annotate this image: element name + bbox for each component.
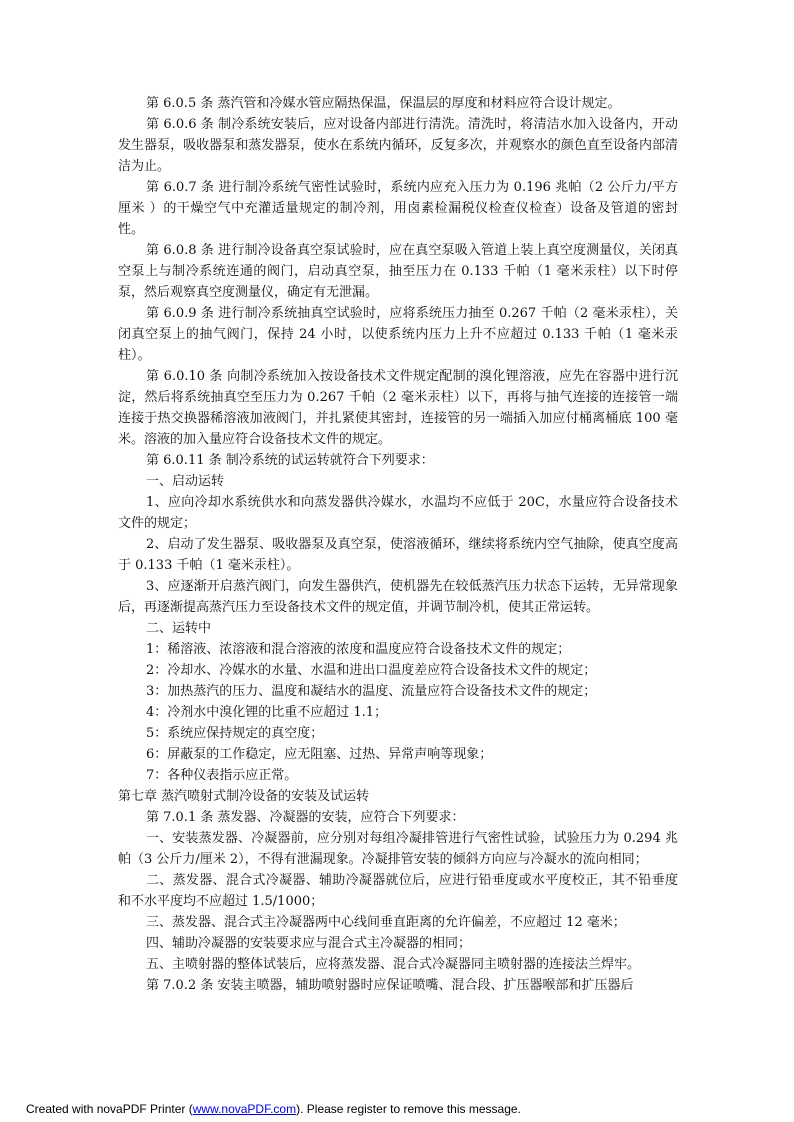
list-item: 4：冷剂水中溴化锂的比重不应超过 1.1； (146, 705, 388, 720)
novapdf-link[interactable]: www.novaPDF.com (192, 1102, 297, 1116)
list-item: 2：冷却水、冷媒水的水量、水温和进出口温度差应符合设备技术文件的规定； (146, 663, 597, 678)
document-body (118, 93, 678, 996)
list-item: 3、应逐渐开启蒸汽阀门，向发生器供汽，使机器先在较低蒸汽压力状态下运转，无异常现象后，再逐渐提高蒸汽压力至设备技术文件的规定值，并调节制冷机，使其正常运转。 (118, 579, 678, 615)
list-item: 1、应向冷却水系统供水和向蒸发器供冷媒水，水温均不应低于 20C，水量应符合设备技术文件的规定； (118, 495, 678, 531)
clause-7-0-1: 第 7.0.1 条 蒸发器、冷凝器的安装，应符合下列要求： (146, 810, 465, 825)
list-item: 6：屏蔽泵的工作稳定，应无阻塞、过热、异常声响等现象； (146, 747, 493, 762)
watermark-prefix: Created with novaPDF Printer ( (26, 1102, 193, 1116)
list-item: 2、启动了发生器泵、吸收器泵及真空泵，使溶液循环，继续将系统内空气抽除，使真空度高于 0.133 千帕（1 毫米汞柱）。 (118, 537, 678, 573)
clause-6-0-6: 第 6.0.6 条 制冷系统安装后，应对设备内部进行清洗。清洗时，将清洁水加入设备内，开动发生器泵，吸收器泵和蒸发器泵，使水在系统内循环，反复多次，并观察水的颜色直至设备内部清洁为止。 (118, 117, 678, 174)
list-item: 7：各种仪表指示应正常。 (146, 768, 298, 783)
printer-watermark (26, 1102, 521, 1116)
section-heading-running: 二、运转中 (146, 621, 212, 636)
clause-6-0-10: 第 6.0.10 条 向制冷系统加入按设备技术文件规定配制的溴化锂溶液，应先在容器中进行沉淀，然后将系统抽真空至压力为 0.267 千帕（2 毫米汞柱）以下，再将与抽气连接的连接管一端连接于热交换器稀溶液加液阀门，并扎紧使其密封，连接管的另一端插入加应付桶离桶底 100 毫米。溶液的加入量应符合设备技术文件的规定。 (118, 369, 678, 447)
watermark-suffix: ). Please register to remove this message. (296, 1102, 521, 1116)
list-item: 三、蒸发器、混合式主冷凝器两中心线间垂直距离的允许偏差，不应超过 12 毫米； (146, 915, 626, 930)
clause-6-0-5: 第 6.0.5 条 蒸汽管和冷媒水管应隔热保温，保温层的厚度和材料应符合设计规定。 (146, 96, 621, 111)
clause-6-0-8: 第 6.0.8 条 进行制冷设备真空泵试验时，应在真空泵吸入管道上装上真空度测量仪，关闭真空泵上与制冷系统连通的阀门，启动真空泵，抽至压力在 0.133 千帕（1 毫米汞柱）以下时停泵，然后观察真空度测量仪，确定有无泄漏。 (118, 243, 678, 300)
list-item: 一、安装蒸发器、冷凝器前，应分别对每组冷凝排管进行气密性试验，试验压力为 0.294 兆帕（3 公斤力/厘米 2），不得有泄漏现象。冷凝排管安装的倾斜方向应与冷凝水的流向相同； (118, 831, 678, 867)
clause-6-0-11: 第 6.0.11 条 制冷系统的试运转就符合下列要求： (146, 453, 434, 468)
section-heading-startup: 一、启动运转 (146, 474, 225, 489)
list-item: 1：稀溶液、浓溶液和混合溶液的浓度和温度应符合设备技术文件的规定； (146, 642, 571, 657)
list-item: 四、辅助冷凝器的安装要求应与混合式主冷凝器的相同； (146, 936, 472, 951)
clause-6-0-9: 第 6.0.9 条 进行制冷系统抽真空试验时，应将系统压力抽至 0.267 千帕（2 毫米汞柱），关闭真空泵上的抽气阀门，保持 24 小时，以使系统内压力上升不应超过 0.133 千帕（1 毫米汞柱）。 (118, 306, 678, 363)
clause-7-0-2: 第 7.0.2 条 安装主喷器，辅助喷射器时应保证喷嘴、混合段、扩压器喉部和扩压器后 (146, 978, 634, 993)
list-item: 3：加热蒸汽的压力、温度和凝结水的温度、流量应符合设备技术文件的规定； (146, 684, 597, 699)
list-item: 二、蒸发器、混合式冷凝器、辅助冷凝器就位后，应进行铅垂度或水平度校正，其不铅垂度和不水平度均不应超过 1.5/1000； (118, 873, 678, 909)
list-item: 五、主喷射器的整体试装后，应将蒸发器、混合式冷凝器同主喷射器的连接法兰焊牢。 (146, 957, 641, 972)
list-item: 5：系统应保持规定的真空度； (146, 726, 324, 741)
chapter-heading: 第七章 蒸汽喷射式制冷设备的安装及试运转 (118, 789, 370, 804)
clause-6-0-7: 第 6.0.7 条 进行制冷系统气密性试验时，系统内应充入压力为 0.196 兆帕（2 公斤力/平方厘米 ）的干燥空气中充灌适量规定的制冷剂，用卤素检漏税仪检查仪检查）设备及管道的密封性。 (118, 180, 678, 237)
